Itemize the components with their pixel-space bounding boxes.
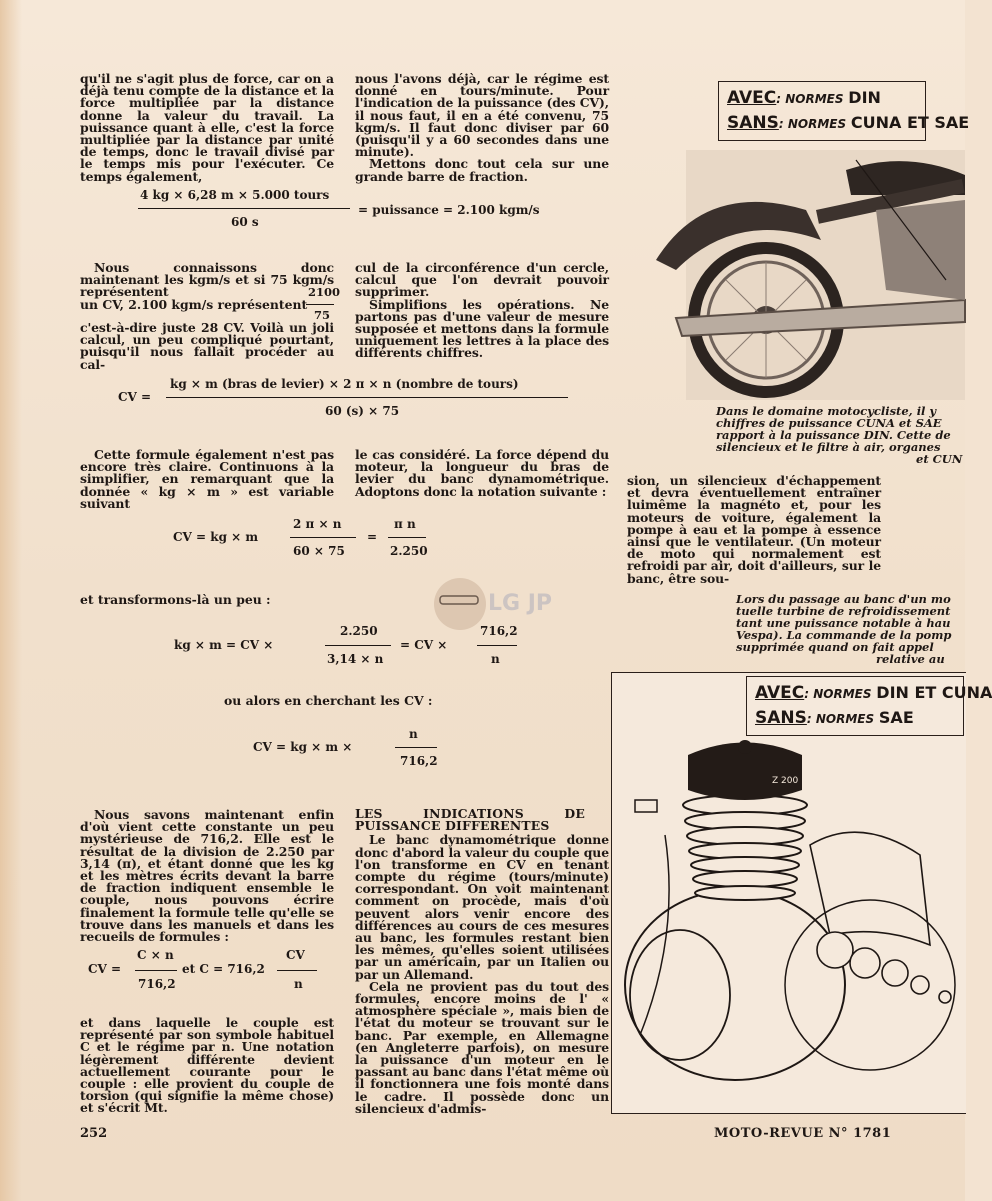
caption-line: Lors du passage au banc d'un mo (736, 592, 951, 606)
norm-line-sans: SANS: NORMES SAE (755, 708, 914, 728)
paragraph: Cela ne provient pas du tout des formules, encore moins de l' « atmosphère spéciale », mais bien de l'état du moteur se trouvant sur le banc. Par exemple, en Allemagne (en Angleterre parfois), on mesure la puissance d'un moteur en le passant au banc dans l'état même où il fonctionnera une fois monté dans le cadre. Il possède donc un silencieux d'admis- (355, 978, 609, 1116)
fraction-bar (138, 208, 350, 209)
section-heading: LES INDICATIONS DE PUISSANCE DIFFERENTES (355, 806, 585, 834)
caption-line: Vespa). La commande de la pomp (736, 628, 952, 642)
caption-line: rapport à la puissance DIN. Cette de (716, 428, 951, 442)
fraction-bar (277, 970, 317, 971)
caption-line: tuelle turbine de refroidissement (736, 604, 951, 618)
paragraph-top-left (80, 73, 334, 183)
formula6-num2: CV (286, 948, 305, 962)
fraction-bar (290, 537, 356, 538)
formula3-num2: π n (394, 517, 416, 531)
formula-power-result: = puissance = 2.100 kgm/s (358, 203, 540, 217)
paragraph-mid-middle (355, 262, 609, 360)
spark-plug (738, 740, 752, 754)
fraction-bar (388, 537, 426, 538)
caption-line: silencieux et le filtre à air, organes (716, 440, 941, 454)
caption-line: tant une puissance notable à hau (736, 616, 951, 630)
paragraph-mid-left (80, 262, 334, 299)
paragraph: Nous savons maintenant enfin d'où vient cette constante un peu mystérieuse de 716,2. Elle est le résultat de la division de 2.250 par 3,14 (π), et étant donné que les kg et les mètres écrits devant la barre de fraction indiquent ensemble le couple, nous pouvons écrire finalement la formule telle qu'elle se trouve dans les manuels et dans les recueils de formules : (80, 807, 334, 945)
bolt (635, 800, 657, 812)
engine-block (876, 200, 965, 300)
norm-line-avec: AVEC: NORMES DIN (727, 88, 881, 108)
fraction-bar (477, 645, 517, 646)
transform-text: et transformons-là un peu : (80, 592, 271, 607)
formula4-den2: n (491, 652, 500, 666)
paragraph-mid2-middle (355, 449, 609, 498)
paragraph: Cette formule également n'est pas encore très claire. Continuons à la simplifier, en remarquant que la donnée « kg × m » est variable suivant (80, 447, 334, 511)
formula-cv-numerator: kg × m (bras de levier) × 2 π × n (nombre de tours) (170, 377, 519, 391)
formula4-den1: 3,14 × n (327, 652, 384, 666)
formula4-num2: 716,2 (480, 624, 518, 638)
formula3-eq: = (367, 530, 378, 544)
norms-label-bottom (746, 676, 992, 736)
crankcase (625, 890, 845, 1080)
paragraph: Simplifions les opérations. Ne partons pas d'une valeur de mesure supposée et mettons dans la formule uniquement les lettres à la place des différents chiffres. (355, 296, 609, 361)
formula6-den1: 716,2 (138, 977, 176, 991)
section-power-indications (355, 808, 609, 1115)
fuel-line (640, 835, 669, 1035)
caption-line: chiffres de puissance CUNA et SAE (716, 416, 942, 430)
paragraph: Mettons donc tout cela sur une grande barre de fraction. (355, 156, 609, 184)
norm-line-avec: AVEC: NORMES DIN ET CUNA (755, 683, 992, 703)
paragraph-right-column (627, 475, 881, 585)
formula6-lhs: CV = (88, 962, 122, 976)
inline-fraction-denominator: 75 (314, 308, 331, 322)
formula5-den: 716,2 (400, 754, 438, 768)
formula3-den2: 2.250 (390, 544, 428, 558)
paragraph-top-middle (355, 73, 609, 183)
paragraph: qu'il ne s'agit plus de force, car on a déjà tenu compte de la distance et la force multipliée par la distance donne la valeur du travail. La puissance quant à elle, c'est la force multipliée par la distance par unité de temps, donc le travail divisé par le temps mis pour l'exécuter. Ce temps également, (80, 71, 334, 184)
caption-line: Dans le domaine motocycliste, il y (716, 404, 937, 418)
paragraph-end-left (80, 1017, 334, 1115)
formula6-num1: C × n (137, 948, 174, 962)
fuel-pump-exploded (817, 932, 951, 1003)
ou-alors-text: ou alors en cherchant les CV : (224, 693, 433, 708)
paragraph-mid-left-cont (80, 322, 334, 371)
paragraph: c'est-à-dire juste 28 CV. Voilà un joli calcul, un peu compliqué pourtant, puisqu'il nous fallait procéder au cal- (80, 320, 334, 372)
paragraph: sion, un silencieux d'échappement et devra éventuellement entraîner luimême la magnéto et, pour les moteurs de voiture, également la pompe à eau et la pompe à essence ainsi que le ventilateur. (Un moteur de moto qui normalement est refroidi par air, doit d'ailleurs, sur le banc, être sou- (627, 473, 881, 586)
cooling-shroud (810, 832, 930, 945)
formula-cv-denominator: 60 (s) × 75 (325, 404, 400, 418)
formula4-lhs: kg × m = CV × (174, 638, 274, 652)
caption-motorcycle (716, 405, 965, 465)
formula-power-denominator: 60 s (231, 215, 259, 229)
formula4-eq: = CV × (400, 638, 448, 652)
caption-line: relative au (876, 652, 945, 666)
inline-fraction-numerator: 2100 (308, 285, 341, 299)
page-number: 252 (80, 1126, 108, 1141)
caption-line: supprimée quand on fait appel (736, 640, 934, 654)
motorcycle-illustration (646, 150, 965, 400)
formula4-num1: 2.250 (340, 624, 378, 638)
paragraph: Le banc dynamométrique donne donc d'abord la valeur du couple que l'on transforme en CV en tenant compte du régime (tours/minute) correspondant. On voit maintenant comment on procède, mais d'où peuvent alors venir encore des différences au cours de ces mesures au banc, les formules restant bien les mêmes, qu'elles soient utilisées par un américain, par un Italien ou par un Allemand. (355, 832, 609, 982)
norm-line-sans: SANS: NORMES CUNA ET SAE (727, 113, 970, 133)
norms-label-top (718, 81, 970, 141)
magazine-issue: MOTO-REVUE N° 1781 (714, 1126, 892, 1141)
formula6-mid: et C = 716,2 (182, 962, 265, 976)
flywheel-cover (630, 930, 730, 1060)
formula6-den2: n (294, 977, 303, 991)
paragraph: Nous connaissons donc maintenant les kgm/s et si 75 kgm/s représentent (80, 260, 334, 300)
paragraph: et dans laquelle le couple est représenté par son symbole habituel C et le régime par n. Une notation légèrement différente devient actuellement courante pour le couple : elle provient du couple de torsion (qui signifie la même chose) et s'écrit Mt. (80, 1015, 334, 1116)
paragraph-mid2-left (80, 449, 334, 510)
cylinder-fins (683, 795, 807, 900)
fraction-bar (135, 970, 177, 971)
paragraph: cul de la circonférence d'un cercle, calcul que l'on devrait pouvoir supprimer. (355, 260, 609, 300)
formula5-lhs: CV = kg × m × (253, 740, 353, 754)
engine-drawing (620, 735, 965, 1105)
formula-cv-lhs: CV = (118, 390, 152, 404)
fraction-bar (395, 747, 437, 748)
engine-badge: Z 200 (772, 776, 799, 786)
formula5-num: n (409, 727, 418, 741)
watermark-text: LG JP (488, 591, 553, 616)
paragraph-bottom-left (80, 809, 334, 943)
caption-scooter-engine (736, 593, 965, 665)
caption-line: et CUN (916, 452, 963, 466)
paragraph: le cas considéré. La force dépend du moteur, la longueur du bras de levier du banc dynamométrique. Adoptons donc la notation suivante : (355, 447, 609, 499)
formula-power-numerator: 4 kg × 6,28 m × 5.000 tours (140, 188, 330, 202)
formula3-den1: 60 × 75 (293, 544, 345, 558)
fraction-bar (166, 397, 568, 398)
paragraph: nous l'avons déjà, car le régime est donné en tours/minute. Pour l'indication de la puissance (des CV), il nous faut, il en a été convenu, 75 kgm/s. Il faut donc diviser par 60 (puisqu'il y a 60 secondes dans une minute). (355, 71, 609, 160)
inline-fraction-prefix: un CV, 2.100 kgm/s représentent (80, 297, 308, 312)
fraction-bar (325, 645, 391, 646)
formula3-num1: 2 π × n (293, 517, 342, 531)
formula3-lhs: CV = kg × m (173, 530, 259, 544)
inline-fraction-bar (306, 304, 334, 305)
